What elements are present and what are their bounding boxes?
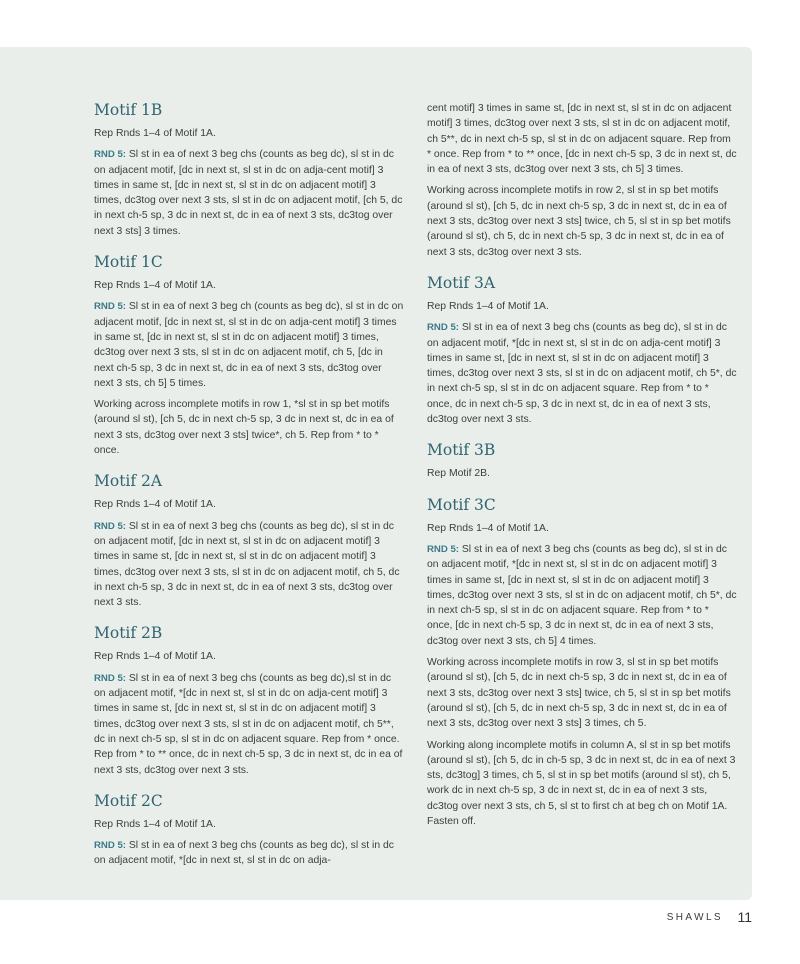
motif-3a-rep: Rep Rnds 1–4 of Motif 1A. <box>427 300 549 312</box>
motif-2b-rnd5 <box>94 671 404 778</box>
motif-3c-title: Motif 3C <box>427 495 496 514</box>
motif-1b-section <box>94 101 404 239</box>
motif-2c-continued <box>427 101 737 260</box>
rnd5-text: Sl st in ea of next 3 beg chs (counts as beg dc), sl st in dc on adjacent motif, [dc in next st, sl st in dc on adjacent motif] 3 times in same st, [dc in next st, sl st in dc on adjacent motif] 3 times, dc3tog over next 3 sts, sl st in dc on adjacent motif, ch 5, dc in next ch-5 sp, 3 dc in next st, dc in ea of next 3 sts, dc3tog over next 3 sts. <box>94 520 400 609</box>
rnd5-text: Sl st in ea of next 3 beg chs (counts as beg dc), sl st in dc on adjacent motif, [dc in next st, sl st in dc on adja-cent motif] 3 times in same st, [dc in next st, sl st in dc on adjacent motif] 3 times, dc3tog over next 3 sts, sl st in dc on adjacent motif, [ch 5, dc in next ch-5 sp, 3 dc in next st, dc in ea of next 3 sts, dc3tog over next 3 sts] 3 times. <box>94 149 403 237</box>
motif-2a-title: Motif 2A <box>94 472 163 491</box>
motif-3c-extra-2: Working along incomplete motifs in column A, sl st in sp bet motifs (around sl st), [ch 5, dc in ch-5 sp, 3 dc in next st, dc in ea of next 3 sts, dc3tog] 3 times, ch 5, sl st in sp bet motifs (around sl st), ch 5, work dc in next ch-5 sp, 3 dc in next st, dc in ea of next 3 sts, dc3tog over next 3 sts, ch 5, sl st to first ch at beg ch on Motif 1A. Fasten off. <box>427 739 736 827</box>
motif-2a-rnd5 <box>94 519 404 611</box>
rnd5-label: RND 5: <box>94 301 126 313</box>
motif-2c-title: Motif 2C <box>94 791 163 810</box>
motif-3c-section <box>427 496 737 830</box>
motif-1b-title: Motif 1B <box>94 101 163 119</box>
motif-2c-rep: Rep Rnds 1–4 of Motif 1A. <box>94 818 216 830</box>
rnd5-label: RND 5: <box>94 520 126 532</box>
rnd5-label: RND 5: <box>94 149 126 161</box>
row-2-instructions: Working across incomplete motifs in row 2, sl st in sp bet motifs (around sl st), [ch 5, dc in next ch-5 sp, 3 dc in next st, dc in ea of next 3 sts, dc3tog over next 3 sts] twice, ch 5, sl st in sp bet motifs (around sl st), ch 5, dc in next ch-5 sp, 3 dc in next st, dc in ea of next 3 sts, dc3tog over next 3 sts. <box>427 185 731 258</box>
motif-3c-extra-1: Working across incomplete motifs in row 3, sl st in sp bet motifs (around sl st), [ch 5, dc in next ch-5 sp, 3 dc in next st, dc in ea of next 3 sts, dc3tog over next 3 sts] twice, ch 5, sl st in sp bet motifs (around sl st), [ch 5, dc in next ch-5 sp, 3 dc in next st, dc in ea of next 3 sts, dc3tog over next 3 sts] 3 times, ch 5. <box>427 657 731 730</box>
motif-3a-section <box>427 274 737 427</box>
rnd5-text: Sl st in ea of next 3 beg chs (counts as beg dc),sl st in dc on adjacent motif, *[dc in next st, sl st in dc on adja-cent motif] 3 times in same st, [dc in next st, sl st in dc on adjacent motif] 3 times, dc3tog over next 3 sts, sl st in dc on adjacent motif, ch 5**, dc in next ch-5 sp, sl st in dc on adjacent square. Rep from * once. Rep from * to ** once, dc in next ch-5 sp, 3 dc in next st, dc in ea of next 3 sts, dc3tog over next 3 sts. <box>94 672 403 776</box>
motif-3b-title: Motif 3B <box>427 441 496 460</box>
motif-2b-section <box>94 624 404 777</box>
motif-2a-rep: Rep Rnds 1–4 of Motif 1A. <box>94 499 216 511</box>
motif-1c-rep: Rep Rnds 1–4 of Motif 1A. <box>94 280 216 292</box>
motif-1b-rep: Rep Rnds 1–4 of Motif 1A. <box>94 128 216 139</box>
motif-1c-extra: Working across incomplete motifs in row 1, *sl st in sp bet motifs (around sl st), [ch 5, dc in next ch-5 sp, 3 dc in next st, dc in ea of next 3 sts, dc3tog over next 3 sts] twice*, ch 5. Rep from * to * once. <box>94 399 394 457</box>
rnd5-label: RND 5: <box>94 840 126 852</box>
motif-3a-title: Motif 3A <box>427 273 496 292</box>
rnd5-text: Sl st in ea of next 3 beg chs (counts as beg dc), sl st in dc on adjacent motif, *[dc in next st, sl st in dc on adja- <box>94 840 394 867</box>
motif-2b-rep: Rep Rnds 1–4 of Motif 1A. <box>94 651 216 663</box>
motif-1c-rnd5 <box>94 299 404 391</box>
right-column <box>427 101 737 843</box>
motif-2c-continued-text: cent motif] 3 times in same st, [dc in next st, sl st in dc on adjacent motif] 3 times, dc3tog over next 3 sts, sl st in dc on adjacent motif, ch 5**, dc in next ch-5 sp, sl st in dc on adjacent square. Rep from * once. Rep from * to ** once, [dc in next ch-5 sp, 3 dc in next st, dc in ea of next 3 sts, dc3tog over next 3 sts, ch 5] 3 times. <box>427 103 737 176</box>
rnd5-label: RND 5: <box>427 543 459 555</box>
page-number: 11 <box>737 909 752 925</box>
motif-1c-section <box>94 253 404 458</box>
footer-section-label: SHAWLS <box>666 912 723 923</box>
motif-1c-title: Motif 1C <box>94 253 163 272</box>
rnd5-label: RND 5: <box>427 322 459 334</box>
rnd5-text: Sl st in ea of next 3 beg chs (counts as beg dc), sl st in dc on adjacent motif, *[dc in next st, sl st in dc on adja-cent motif] 3 times in same st, [dc in next st, sl st in dc on adjacent motif] 3 times, dc3tog over next 3 sts, sl st in dc on adjacent motif, ch 5*, dc in next ch-5 sp, sl st in dc on adjacent square. Rep from * to * once, dc in next ch-5 sp, 3 dc in next st, dc in ea of next 3 sts, dc3tog over next 3 sts. <box>427 322 737 426</box>
motif-3c-rnd5 <box>427 542 737 649</box>
motif-1b-rnd5 <box>94 147 404 239</box>
motif-3a-rnd5 <box>427 320 737 427</box>
motif-3c-rep: Rep Rnds 1–4 of Motif 1A. <box>427 522 549 534</box>
rnd5-label: RND 5: <box>94 672 126 684</box>
rnd5-text: Sl st in ea of next 3 beg chs (counts as beg dc), sl st in dc on adjacent motif, *[dc in next st, sl st in dc on adjacent motif] 3 times in same st, [dc in next st, sl st in dc on adjacent motif] 3 times, dc3tog over next 3 sts, sl st in dc on adjacent motif, ch 5*, dc in next ch-5 sp, sl st in dc on adjacent square. Rep from * to * once, [dc in next ch-5 sp, 3 dc in next st, dc in ea of next 3 sts, dc3tog over next 3 sts, ch 5] 4 times. <box>427 543 737 647</box>
motif-3b-section <box>427 441 737 481</box>
rnd5-text: Sl st in ea of next 3 beg ch (counts as beg dc), sl st in dc on adjacent motif, [dc in next st, sl st in dc on adja-cent motif] 3 times in same st, [dc in next st, sl st in dc on adjacent motif] 3 times, dc3tog over next 3 sts, sl st in dc on adjacent motif, ch 5, [dc in next ch-5 sp, 3 dc in next st, dc in ea of next 3 sts, dc3tog over next 3 sts, ch 5] 5 times. <box>94 301 404 389</box>
left-column <box>94 101 404 883</box>
motif-2a-section <box>94 472 404 610</box>
motif-3b-rep: Rep Motif 2B. <box>427 468 490 480</box>
motif-2b-title: Motif 2B <box>94 624 163 643</box>
motif-2c-rnd5 <box>94 838 404 869</box>
motif-2c-section <box>94 792 404 869</box>
